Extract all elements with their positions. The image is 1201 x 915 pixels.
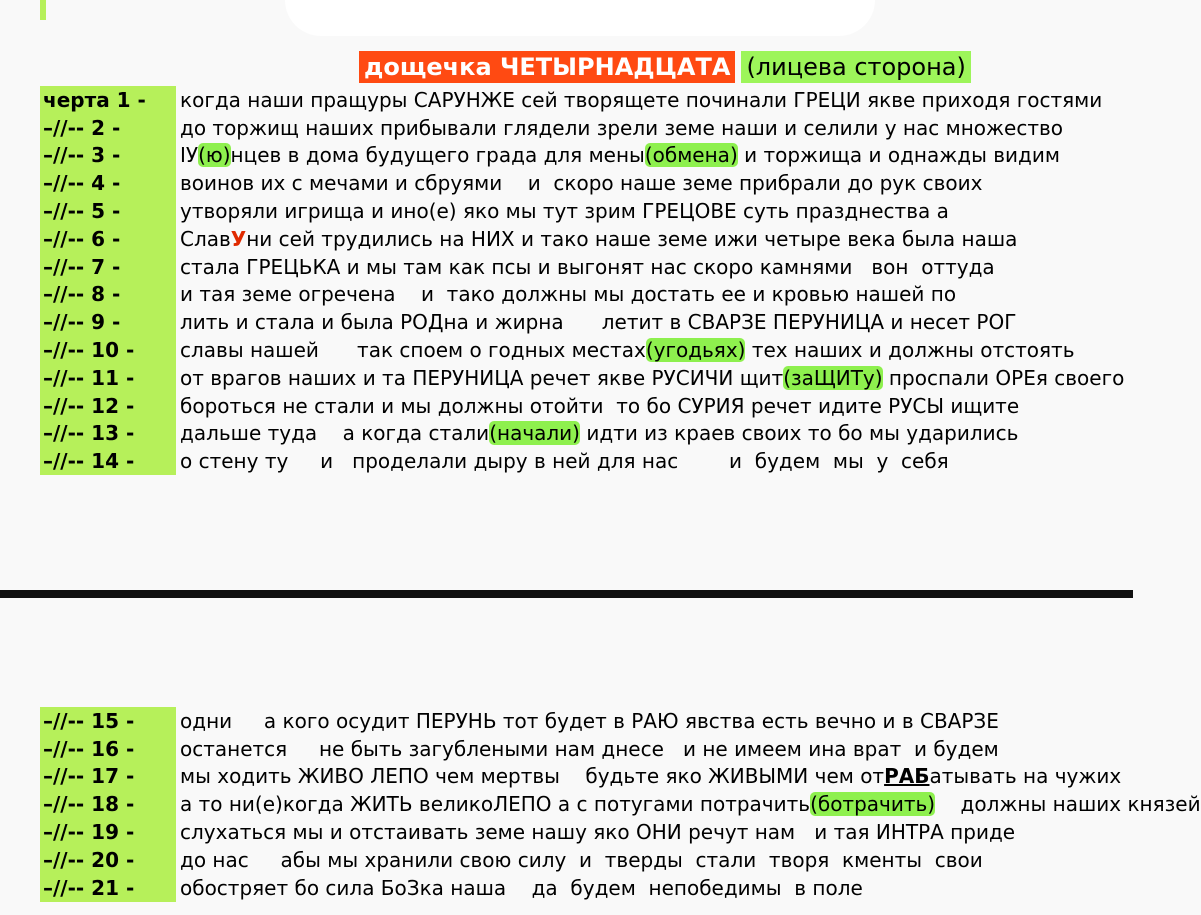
line-text (180, 366, 1124, 390)
line-number: –//-- 2 - (40, 114, 176, 142)
underlined-word: РАБ (884, 764, 930, 789)
text-line (40, 336, 1124, 364)
line-text-part: о стену ту и проделали дыру в ней для нас и будем мы у себя (180, 449, 949, 474)
line-number: –//-- 19 - (40, 818, 176, 846)
line-number: –//-- 6 - (40, 225, 176, 253)
text-line (40, 197, 1124, 225)
line-text-part: проспали ОРЕя своего (882, 365, 1125, 390)
line-number: –//-- 10 - (40, 336, 176, 364)
line-text (180, 820, 1015, 844)
line-number: –//-- 16 - (40, 735, 176, 763)
line-text-part: нцев в дома будущего града для мены (230, 143, 645, 168)
line-text-part: дальше туда а когда стали (180, 421, 490, 446)
text-line (40, 225, 1124, 253)
line-text-part: обостряет бо сила БоЗка наша да будем непобедимы в поле (180, 875, 863, 900)
text-line (40, 281, 1124, 309)
line-number: –//-- 14 - (40, 447, 176, 475)
line-number: –//-- 18 - (40, 790, 176, 818)
line-text-part: бороться не стали и мы должны отойти то бо СУРИЯ речет идите РУСЫ ищите (180, 393, 1020, 418)
line-text (180, 792, 1201, 816)
line-text-part: идти из краев своих то бо мы ударились (579, 421, 1019, 446)
text-line (40, 86, 1124, 114)
line-number: –//-- 7 - (40, 253, 176, 281)
text-line (40, 763, 1201, 791)
line-text (180, 709, 999, 733)
text-line (40, 253, 1124, 281)
line-text (180, 171, 982, 195)
line-number: –//-- 9 - (40, 308, 176, 336)
text-line (40, 818, 1201, 846)
line-text-part: останется не быть загублеными нам днесе и не имеем ина врат и будем (180, 736, 999, 761)
line-text-part: Слав (180, 226, 231, 251)
text-line (40, 420, 1124, 448)
highlighted-gloss: (начали) (489, 421, 580, 446)
line-text (180, 338, 1075, 362)
line-text (180, 421, 1018, 445)
line-number: –//-- 12 - (40, 392, 176, 420)
text-line (40, 392, 1124, 420)
line-text-part: стала ГРЕЦЬКА и мы там как псы и выгонят нас скоро камнями вон оттуда (180, 254, 995, 279)
text-line (40, 364, 1124, 392)
line-text-part: славы нашей так споем о годных местах (180, 338, 646, 363)
line-text (180, 449, 949, 473)
line-number: –//-- 13 - (40, 420, 176, 448)
line-text-part: когда наши пращуры САРУНЖЕ сей творящете починали ГРЕЦИ якве приходя гостями (180, 87, 1103, 112)
text-line (40, 735, 1201, 763)
line-number: –//-- 11 - (40, 364, 176, 392)
text-line (40, 846, 1201, 874)
line-text (180, 394, 1019, 418)
line-text (180, 116, 1063, 140)
text-line (40, 308, 1124, 336)
line-text (180, 199, 949, 223)
line-text-part: IУ (180, 143, 199, 168)
line-text-part: одни а кого осудит ПЕРУНЬ тот будет в РАЮ явства есть вечно и в СВАРЗЕ (180, 708, 999, 733)
line-text-part: лить и стала и была РОДна и жирна летит в СВАРЗЕ ПЕРУНИЦА и несет РОГ (180, 310, 1017, 335)
text-line (40, 874, 1201, 902)
text-line (40, 114, 1124, 142)
line-text (180, 764, 1121, 788)
title-main: дощечка ЧЕТЫРНАДЦАТА (359, 51, 735, 83)
text-line (40, 169, 1124, 197)
line-text (180, 282, 956, 306)
line-text-part: ни сей трудились на НИХ и тако наше земе ижи четыре века была наша (246, 226, 1018, 251)
text-line (40, 707, 1201, 735)
page-title (359, 50, 971, 83)
line-text-part: утворяли игрища и ино(е) яко мы тут зрим ГРЕЦОВЕ суть празднества а (180, 199, 949, 224)
line-text-part: должны наших князей (935, 792, 1201, 817)
line-number: –//-- 20 - (40, 846, 176, 874)
line-text-part: и тая земе огречена и тако должны мы достать ее и кровью нашей по (180, 282, 957, 307)
line-number: –//-- 8 - (40, 281, 176, 309)
text-line (40, 142, 1124, 170)
title-side: (лицева сторона) (741, 51, 970, 83)
upper-lines (40, 86, 1124, 475)
line-text (180, 310, 1016, 334)
page-divider (0, 590, 1133, 598)
line-text-part: до торжищ наших прибывали глядели зрели земе наши и селили у нас множество (180, 115, 1064, 140)
line-text (180, 88, 1102, 112)
highlighted-gloss: (угодьях) (645, 338, 746, 363)
line-text (180, 848, 983, 872)
line-number: –//-- 4 - (40, 169, 176, 197)
line-text-part: воинов их с мечами и сбруями и скоро наше земе прибрали до рук своих (180, 171, 983, 196)
line-number: черта 1 - (40, 86, 176, 114)
lower-lines (40, 707, 1201, 902)
line-text-part: до нас абы мы хранили свою силу и тверды стали творя кменты свои (180, 847, 983, 872)
line-text (180, 227, 1017, 251)
line-text (180, 737, 999, 761)
text-line (40, 447, 1124, 475)
line-number: –//-- 21 - (40, 874, 176, 902)
top-white-shape (285, 0, 875, 36)
highlighted-gloss: (обмена) (644, 143, 738, 168)
line-text-part: мы ходить ЖИВО ЛЕПО чем мертвы будьте яко ЖИВЫМИ чем от (180, 764, 885, 789)
line-text (180, 255, 995, 279)
line-text-part: и торжища и однажды видим (737, 143, 1060, 168)
line-number: –//-- 3 - (40, 142, 176, 170)
red-letter: У (230, 226, 247, 251)
line-number: –//-- 15 - (40, 707, 176, 735)
top-marker (40, 0, 46, 20)
text-line (40, 790, 1201, 818)
line-text (180, 143, 1060, 167)
highlighted-gloss: (заЩИТу) (783, 365, 883, 390)
line-text-part: от врагов наших и та ПЕРУНИЦА речет якве РУСИЧИ щит (180, 365, 784, 390)
line-text-part: слухаться мы и отстаивать земе нашу яко ОНИ речут нам и тая ИНТРА приде (180, 820, 1016, 845)
highlighted-gloss: (ю) (198, 143, 231, 168)
line-text-part: тех наших и должны отстоять (745, 338, 1075, 363)
line-number: –//-- 5 - (40, 197, 176, 225)
line-text-part: атывать на чужих (929, 764, 1122, 789)
line-text (180, 876, 863, 900)
line-number: –//-- 17 - (40, 763, 176, 791)
line-text-part: а то ни(е)когда ЖИТЬ великоЛЕПО а с потугами потрачить (180, 792, 811, 817)
highlighted-gloss: (ботрачить) (810, 792, 936, 817)
